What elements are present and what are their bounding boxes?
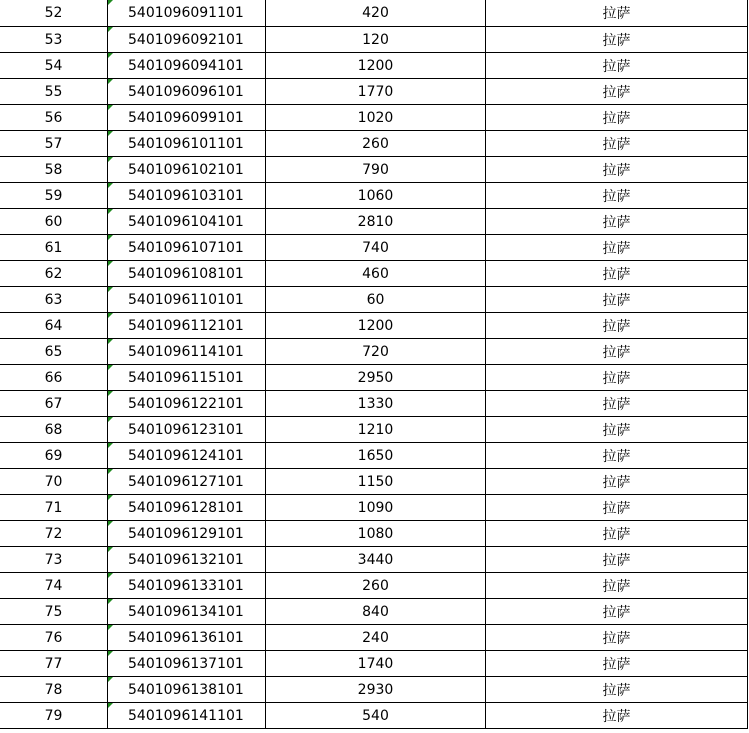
- quantity-cell-text: 3440: [357, 551, 394, 568]
- row-number-cell-text: 56: [44, 109, 63, 126]
- row-number-cell[interactable]: [0, 469, 108, 495]
- code-cell-text: 5401096132101: [128, 551, 244, 568]
- quantity-cell[interactable]: [266, 495, 486, 521]
- city-cell-text: 拉萨: [602, 58, 631, 75]
- text-format-indicator-icon: [108, 27, 113, 32]
- code-cell-text: 5401096094101: [128, 57, 244, 74]
- code-cell-text: 5401096141101: [128, 707, 244, 724]
- text-format-indicator-icon: [108, 261, 113, 266]
- table-row: [0, 651, 748, 677]
- city-cell-text: 拉萨: [602, 630, 631, 647]
- text-format-indicator-icon: [108, 521, 113, 526]
- row-number-cell[interactable]: [0, 79, 108, 105]
- city-cell[interactable]: [486, 183, 748, 209]
- text-format-indicator-icon: [108, 235, 113, 240]
- row-number-cell[interactable]: [0, 105, 108, 131]
- code-cell[interactable]: [108, 547, 266, 573]
- table-row: [0, 547, 748, 573]
- city-cell-text: 拉萨: [602, 292, 631, 309]
- city-cell-text: 拉萨: [602, 240, 631, 257]
- table-row: [0, 131, 748, 157]
- row-number-cell-text: 62: [44, 265, 63, 282]
- city-cell-text: 拉萨: [602, 552, 631, 569]
- quantity-cell-text: 2950: [357, 369, 394, 386]
- quantity-cell[interactable]: [266, 391, 486, 417]
- quantity-cell[interactable]: [266, 625, 486, 651]
- quantity-cell-text: 1740: [357, 655, 394, 672]
- quantity-cell[interactable]: [266, 287, 486, 313]
- row-number-cell-text: 72: [44, 525, 63, 542]
- code-cell[interactable]: [108, 573, 266, 599]
- code-cell-text: 5401096108101: [128, 265, 244, 282]
- code-cell-text: 5401096091101: [128, 5, 244, 21]
- row-number-cell-text: 63: [44, 291, 63, 308]
- table-row: [0, 27, 748, 53]
- quantity-cell-text: 1080: [357, 525, 394, 542]
- text-format-indicator-icon: [108, 157, 113, 162]
- row-number-cell-text: 77: [44, 655, 63, 672]
- row-number-cell-text: 64: [44, 317, 63, 334]
- row-number-cell[interactable]: [0, 599, 108, 625]
- text-format-indicator-icon: [108, 547, 113, 552]
- code-cell[interactable]: [108, 677, 266, 703]
- city-cell-text: 拉萨: [602, 448, 631, 465]
- text-format-indicator-icon: [108, 0, 113, 5]
- code-cell[interactable]: [108, 261, 266, 287]
- code-cell-text: 5401096101101: [128, 135, 244, 152]
- row-number-cell[interactable]: [0, 547, 108, 573]
- row-number-cell-text: 68: [44, 421, 63, 438]
- code-cell[interactable]: [108, 53, 266, 79]
- quantity-cell[interactable]: [266, 183, 486, 209]
- city-cell[interactable]: [486, 339, 748, 365]
- city-cell[interactable]: [486, 469, 748, 495]
- quantity-cell-text: 540: [362, 707, 389, 724]
- city-cell[interactable]: [486, 0, 748, 27]
- code-cell[interactable]: [108, 209, 266, 235]
- row-number-cell[interactable]: [0, 391, 108, 417]
- row-number-cell[interactable]: [0, 27, 108, 53]
- text-format-indicator-icon: [108, 365, 113, 370]
- quantity-cell[interactable]: [266, 573, 486, 599]
- row-number-cell[interactable]: [0, 417, 108, 443]
- quantity-cell-text: 2810: [357, 213, 394, 230]
- code-cell[interactable]: [108, 703, 266, 729]
- quantity-cell-text: 240: [362, 629, 389, 646]
- city-cell-text: 拉萨: [602, 396, 631, 413]
- code-cell-text: 5401096123101: [128, 421, 244, 438]
- row-number-cell-text: 74: [44, 577, 63, 594]
- quantity-cell-text: 840: [362, 603, 389, 620]
- code-cell-text: 5401096102101: [128, 161, 244, 178]
- quantity-cell-text: 790: [362, 161, 389, 178]
- row-number-cell[interactable]: [0, 287, 108, 313]
- quantity-cell[interactable]: [266, 131, 486, 157]
- city-cell-text: 拉萨: [602, 162, 631, 179]
- table-row: [0, 677, 748, 703]
- quantity-cell-text: 1060: [357, 187, 394, 204]
- row-number-cell-text: 67: [44, 395, 63, 412]
- quantity-cell-text: 1330: [357, 395, 394, 412]
- table-row: [0, 209, 748, 235]
- table-row: [0, 105, 748, 131]
- code-cell-text: 5401096133101: [128, 577, 244, 594]
- city-cell-text: 拉萨: [602, 656, 631, 673]
- code-cell[interactable]: [108, 131, 266, 157]
- code-cell-text: 5401096114101: [128, 343, 244, 360]
- city-cell[interactable]: [486, 677, 748, 703]
- row-number-cell[interactable]: [0, 313, 108, 339]
- code-cell-text: 5401096092101: [128, 31, 244, 48]
- quantity-cell-text: 1650: [357, 447, 394, 464]
- row-number-cell[interactable]: [0, 677, 108, 703]
- row-number-cell-text: 73: [44, 551, 63, 568]
- table-row: [0, 703, 748, 729]
- code-cell-text: 5401096134101: [128, 603, 244, 620]
- city-cell[interactable]: [486, 547, 748, 573]
- city-cell-text: 拉萨: [602, 682, 631, 699]
- row-number-cell-text: 58: [44, 161, 63, 178]
- code-cell[interactable]: [108, 599, 266, 625]
- quantity-cell[interactable]: [266, 443, 486, 469]
- code-cell-text: 5401096129101: [128, 525, 244, 542]
- city-cell[interactable]: [486, 157, 748, 183]
- row-number-cell-text: 57: [44, 135, 63, 152]
- code-cell-text: 5401096127101: [128, 473, 244, 490]
- row-number-cell[interactable]: [0, 261, 108, 287]
- quantity-cell[interactable]: [266, 339, 486, 365]
- city-cell[interactable]: [486, 235, 748, 261]
- city-cell-text: 拉萨: [602, 344, 631, 361]
- city-cell[interactable]: [486, 131, 748, 157]
- text-format-indicator-icon: [108, 443, 113, 448]
- row-number-cell[interactable]: [0, 521, 108, 547]
- code-cell[interactable]: [108, 521, 266, 547]
- quantity-cell-text: 1150: [357, 473, 394, 490]
- row-number-cell[interactable]: [0, 0, 108, 27]
- text-format-indicator-icon: [108, 105, 113, 110]
- city-cell[interactable]: [486, 417, 748, 443]
- quantity-cell[interactable]: [266, 105, 486, 131]
- table-row: [0, 365, 748, 391]
- code-cell[interactable]: [108, 105, 266, 131]
- quantity-cell-text: 1770: [357, 83, 394, 100]
- text-format-indicator-icon: [108, 339, 113, 344]
- code-cell[interactable]: [108, 339, 266, 365]
- quantity-cell-text: 2930: [357, 681, 394, 698]
- quantity-cell-text: 420: [362, 5, 389, 21]
- code-cell[interactable]: [108, 443, 266, 469]
- code-cell-text: 5401096138101: [128, 681, 244, 698]
- table-row: [0, 235, 748, 261]
- code-cell-text: 5401096110101: [128, 291, 244, 308]
- code-cell-text: 5401096136101: [128, 629, 244, 646]
- city-cell-text: 拉萨: [602, 6, 631, 22]
- row-number-cell[interactable]: [0, 573, 108, 599]
- city-cell-text: 拉萨: [602, 136, 631, 153]
- text-format-indicator-icon: [108, 599, 113, 604]
- city-cell[interactable]: [486, 261, 748, 287]
- code-cell-text: 5401096115101: [128, 369, 244, 386]
- code-cell[interactable]: [108, 0, 266, 27]
- quantity-cell-text: 740: [362, 239, 389, 256]
- text-format-indicator-icon: [108, 391, 113, 396]
- quantity-cell[interactable]: [266, 53, 486, 79]
- table-row: [0, 79, 748, 105]
- city-cell[interactable]: [486, 391, 748, 417]
- code-cell[interactable]: [108, 27, 266, 53]
- code-cell[interactable]: [108, 469, 266, 495]
- row-number-cell-text: 69: [44, 447, 63, 464]
- quantity-cell-text: 1020: [357, 109, 394, 126]
- city-cell[interactable]: [486, 599, 748, 625]
- table-row: [0, 469, 748, 495]
- quantity-cell-text: 60: [366, 291, 385, 308]
- quantity-cell[interactable]: [266, 27, 486, 53]
- row-number-cell[interactable]: [0, 651, 108, 677]
- code-cell[interactable]: [108, 651, 266, 677]
- code-cell-text: 5401096104101: [128, 213, 244, 230]
- table-row: [0, 0, 748, 27]
- code-cell-text: 5401096099101: [128, 109, 244, 126]
- quantity-cell[interactable]: [266, 313, 486, 339]
- code-cell[interactable]: [108, 391, 266, 417]
- table-row: [0, 53, 748, 79]
- city-cell-text: 拉萨: [602, 422, 631, 439]
- code-cell-text: 5401096103101: [128, 187, 244, 204]
- city-cell[interactable]: [486, 79, 748, 105]
- city-cell-text: 拉萨: [602, 474, 631, 491]
- quantity-cell-text: 1200: [357, 57, 394, 74]
- code-cell-text: 5401096112101: [128, 317, 244, 334]
- text-format-indicator-icon: [108, 469, 113, 474]
- quantity-cell-text: 460: [362, 265, 389, 282]
- code-cell[interactable]: [108, 365, 266, 391]
- city-cell-text: 拉萨: [602, 318, 631, 335]
- quantity-cell-text: 260: [362, 577, 389, 594]
- row-number-cell[interactable]: [0, 495, 108, 521]
- row-number-cell-text: 53: [44, 31, 63, 48]
- city-cell[interactable]: [486, 495, 748, 521]
- quantity-cell-text: 720: [362, 343, 389, 360]
- quantity-cell[interactable]: [266, 469, 486, 495]
- code-cell-text: 5401096137101: [128, 655, 244, 672]
- table-row: [0, 183, 748, 209]
- city-cell-text: 拉萨: [602, 526, 631, 543]
- table-row: [0, 157, 748, 183]
- quantity-cell[interactable]: [266, 79, 486, 105]
- text-format-indicator-icon: [108, 79, 113, 84]
- city-cell-text: 拉萨: [602, 84, 631, 101]
- table-row: [0, 313, 748, 339]
- quantity-cell[interactable]: [266, 677, 486, 703]
- city-cell-text: 拉萨: [602, 266, 631, 283]
- row-number-cell[interactable]: [0, 625, 108, 651]
- code-cell[interactable]: [108, 157, 266, 183]
- row-number-cell-text: 71: [44, 499, 63, 516]
- city-cell[interactable]: [486, 105, 748, 131]
- quantity-cell-text: 1090: [357, 499, 394, 516]
- city-cell-text: 拉萨: [602, 110, 631, 127]
- city-cell[interactable]: [486, 521, 748, 547]
- city-cell-text: 拉萨: [602, 604, 631, 621]
- city-cell[interactable]: [486, 53, 748, 79]
- city-cell[interactable]: [486, 313, 748, 339]
- code-cell-text: 5401096124101: [128, 447, 244, 464]
- city-cell-text: 拉萨: [602, 32, 631, 49]
- table-row: [0, 495, 748, 521]
- text-format-indicator-icon: [108, 209, 113, 214]
- text-format-indicator-icon: [108, 183, 113, 188]
- city-cell[interactable]: [486, 287, 748, 313]
- text-format-indicator-icon: [108, 625, 113, 630]
- city-cell[interactable]: [486, 365, 748, 391]
- code-cell[interactable]: [108, 183, 266, 209]
- table-row: [0, 261, 748, 287]
- table-row: [0, 599, 748, 625]
- table-row: [0, 443, 748, 469]
- row-number-cell-text: 65: [44, 343, 63, 360]
- row-number-cell[interactable]: [0, 53, 108, 79]
- city-cell-text: 拉萨: [602, 500, 631, 517]
- row-number-cell-text: 59: [44, 187, 63, 204]
- row-number-cell-text: 61: [44, 239, 63, 256]
- quantity-cell[interactable]: [266, 209, 486, 235]
- table-row: [0, 339, 748, 365]
- row-number-cell-text: 60: [44, 213, 63, 230]
- quantity-cell[interactable]: [266, 0, 486, 27]
- quantity-cell-text: 120: [362, 31, 389, 48]
- text-format-indicator-icon: [108, 495, 113, 500]
- row-number-cell-text: 78: [44, 681, 63, 698]
- city-cell[interactable]: [486, 703, 748, 729]
- row-number-cell-text: 66: [44, 369, 63, 386]
- quantity-cell[interactable]: [266, 157, 486, 183]
- quantity-cell[interactable]: [266, 547, 486, 573]
- city-cell-text: 拉萨: [602, 188, 631, 205]
- code-cell[interactable]: [108, 79, 266, 105]
- row-number-cell[interactable]: [0, 365, 108, 391]
- table-row: [0, 287, 748, 313]
- table-row: [0, 625, 748, 651]
- text-format-indicator-icon: [108, 677, 113, 682]
- city-cell[interactable]: [486, 27, 748, 53]
- table-row: [0, 521, 748, 547]
- table-row: [0, 391, 748, 417]
- city-cell[interactable]: [486, 651, 748, 677]
- quantity-cell[interactable]: [266, 651, 486, 677]
- row-number-cell[interactable]: [0, 339, 108, 365]
- quantity-cell[interactable]: [266, 599, 486, 625]
- row-number-cell-text: 70: [44, 473, 63, 490]
- code-cell[interactable]: [108, 235, 266, 261]
- row-number-cell[interactable]: [0, 131, 108, 157]
- code-cell[interactable]: [108, 287, 266, 313]
- city-cell-text: 拉萨: [602, 578, 631, 595]
- row-number-cell-text: 75: [44, 603, 63, 620]
- quantity-cell[interactable]: [266, 521, 486, 547]
- city-cell[interactable]: [486, 443, 748, 469]
- quantity-cell-text: 1210: [357, 421, 394, 438]
- row-number-cell-text: 52: [44, 5, 63, 21]
- text-format-indicator-icon: [108, 417, 113, 422]
- city-cell[interactable]: [486, 625, 748, 651]
- row-number-cell[interactable]: [0, 235, 108, 261]
- row-number-cell[interactable]: [0, 183, 108, 209]
- table-row: [0, 573, 748, 599]
- quantity-cell[interactable]: [266, 417, 486, 443]
- city-cell[interactable]: [486, 209, 748, 235]
- text-format-indicator-icon: [108, 53, 113, 58]
- text-format-indicator-icon: [108, 313, 113, 318]
- city-cell-text: 拉萨: [602, 708, 631, 725]
- quantity-cell-text: 260: [362, 135, 389, 152]
- row-number-cell-text: 79: [44, 707, 63, 724]
- text-format-indicator-icon: [108, 573, 113, 578]
- code-cell-text: 5401096096101: [128, 83, 244, 100]
- code-cell-text: 5401096122101: [128, 395, 244, 412]
- text-format-indicator-icon: [108, 131, 113, 136]
- city-cell[interactable]: [486, 573, 748, 599]
- table-row: [0, 417, 748, 443]
- text-format-indicator-icon: [108, 287, 113, 292]
- quantity-cell[interactable]: [266, 703, 486, 729]
- row-number-cell[interactable]: [0, 443, 108, 469]
- code-cell[interactable]: [108, 313, 266, 339]
- code-cell-text: 5401096128101: [128, 499, 244, 516]
- city-cell-text: 拉萨: [602, 214, 631, 231]
- text-format-indicator-icon: [108, 651, 113, 656]
- row-number-cell[interactable]: [0, 703, 108, 729]
- quantity-cell[interactable]: [266, 261, 486, 287]
- text-format-indicator-icon: [108, 703, 113, 708]
- row-number-cell-text: 54: [44, 57, 63, 74]
- row-number-cell-text: 55: [44, 83, 63, 100]
- row-number-cell[interactable]: [0, 157, 108, 183]
- quantity-cell[interactable]: [266, 235, 486, 261]
- code-cell[interactable]: [108, 495, 266, 521]
- code-cell-text: 5401096107101: [128, 239, 244, 256]
- row-number-cell[interactable]: [0, 209, 108, 235]
- code-cell[interactable]: [108, 625, 266, 651]
- quantity-cell-text: 1200: [357, 317, 394, 334]
- quantity-cell[interactable]: [266, 365, 486, 391]
- code-cell[interactable]: [108, 417, 266, 443]
- row-number-cell-text: 76: [44, 629, 63, 646]
- city-cell-text: 拉萨: [602, 370, 631, 387]
